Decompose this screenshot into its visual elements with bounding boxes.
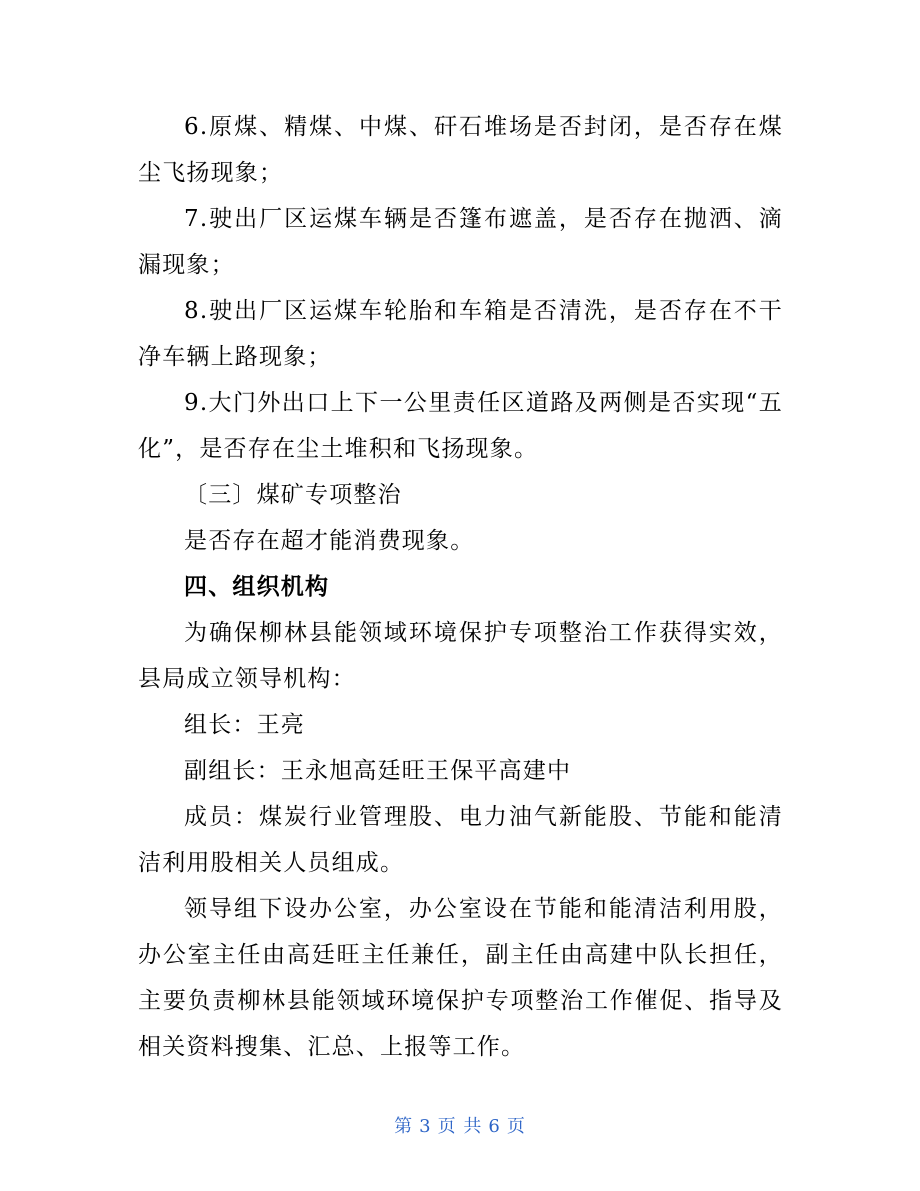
footer-page-number: 3 <box>419 1116 432 1137</box>
subsection-title: 〔三〕煤矿专项整治 <box>184 482 402 508</box>
section-heading: 四、组织机构 <box>184 573 330 600</box>
paragraph-item-8: 8.驶出厂区运煤车轮胎和车箱是否清洗，是否存在不干净车辆上路现象； <box>138 298 783 370</box>
paragraph-office: 领导组下设办公室，办公室设在节能和能清洁利用股，办公室主任由高廷旺主任兼任，副主任由高建中队长担任，主要负责柳林县能领域环境保护专项整治工作催促、指导及相关资料搜集、汇总、上报等工作。 <box>138 896 783 1060</box>
page-footer <box>0 1112 920 1138</box>
footer-total-pages: 6 <box>488 1116 501 1137</box>
paragraph-org-intro: 为确保柳林县能领域环境保护专项整治工作获得实效，县局成立领导机构： <box>138 620 783 692</box>
paragraph-item-9: 9.大门外出口上下一公里责任区道路及两侧是否实现“五化”，是否存在尘土堆积和飞扬现象。 <box>138 390 783 462</box>
document-body <box>138 104 783 1070</box>
footer-mid: 页 共 <box>437 1116 483 1137</box>
paragraph-members: 成员：煤炭行业管理股、电力油气新能股、节能和能清洁利用股相关人员组成。 <box>138 804 783 876</box>
paragraph-leader: 组长：王亮 <box>184 712 305 738</box>
paragraph-coal-mine: 是否存在超才能消费现象。 <box>184 528 475 554</box>
footer-prefix: 第 <box>394 1116 414 1137</box>
paragraph-item-7: 7.驶出厂区运煤车辆是否篷布遮盖，是否存在抛洒、滴漏现象； <box>138 206 783 278</box>
footer-suffix: 页 <box>506 1116 526 1137</box>
paragraph-item-6: 6.原煤、精煤、中煤、矸石堆场是否封闭，是否存在煤尘飞扬现象； <box>138 114 783 186</box>
paragraph-deputy-leaders: 副组长：王永旭高廷旺王保平高建中 <box>184 758 572 784</box>
